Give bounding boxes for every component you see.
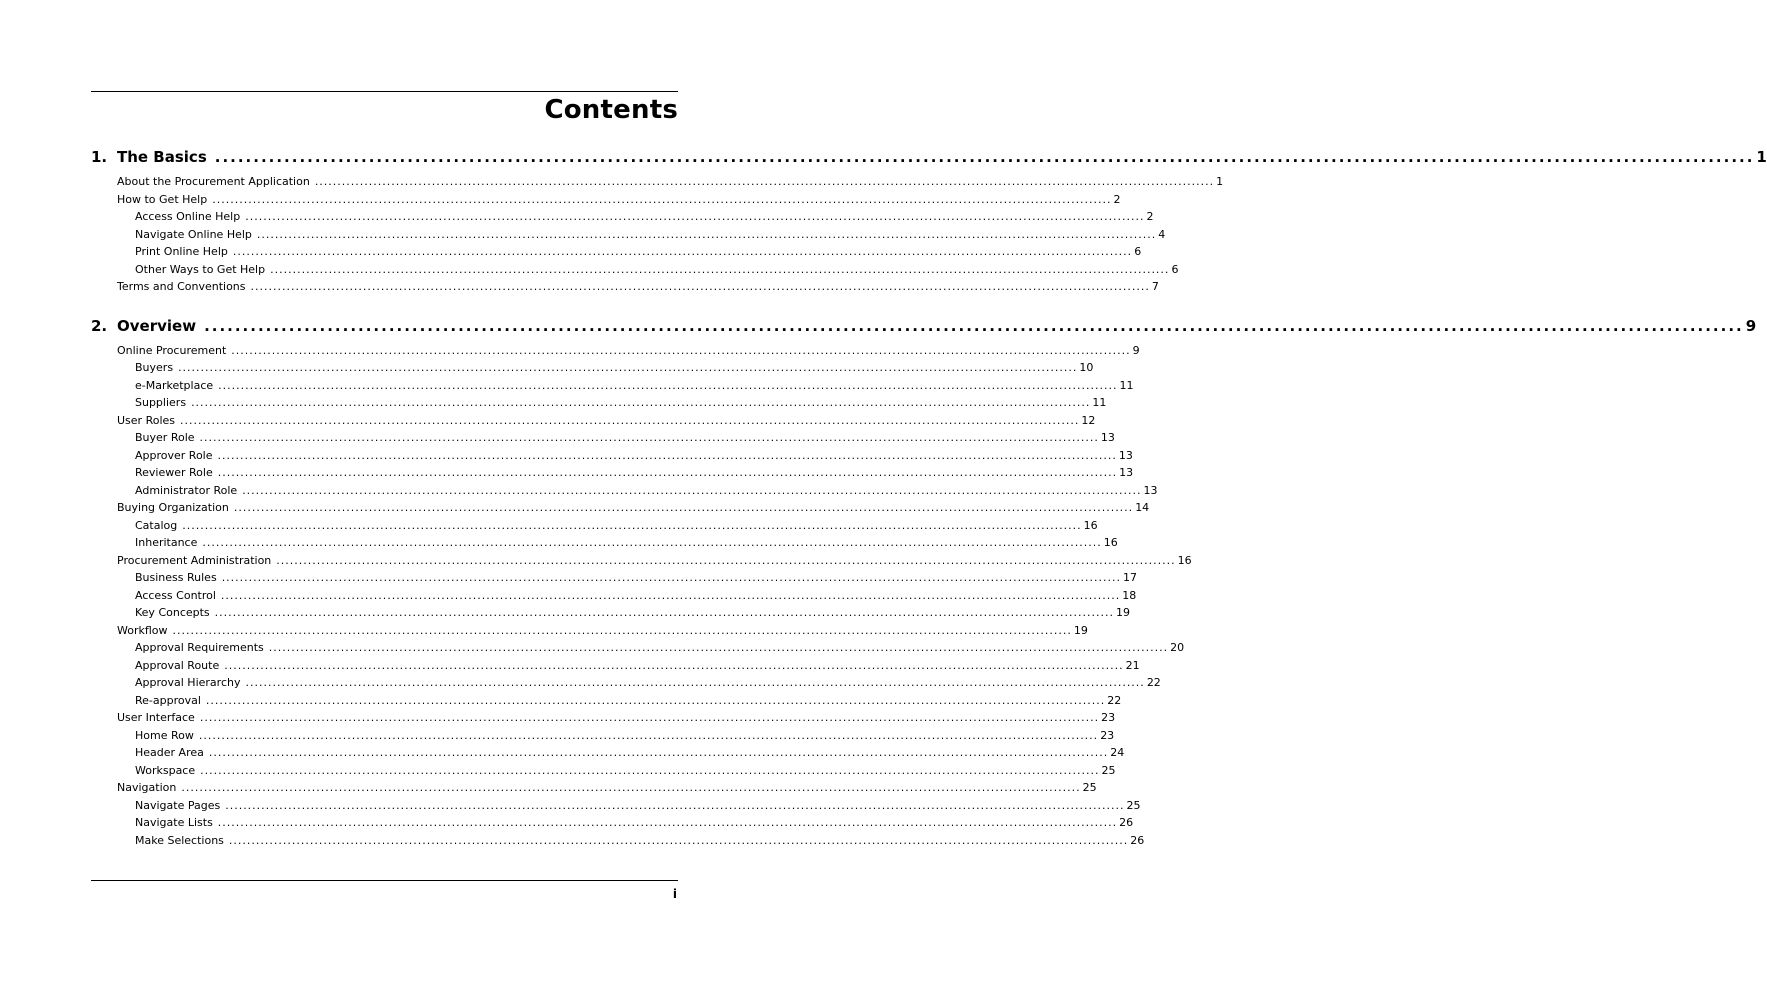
entry-page-number: 11	[1119, 378, 1134, 392]
entry-label: How to Get Help	[117, 192, 208, 206]
entry-label: Access Online Help	[135, 210, 241, 223]
entry-label: Access Control	[135, 588, 216, 602]
toc-subsection-entry[interactable]	[135, 814, 1134, 832]
dot-leader: ........................................................................................................................................................................................................	[242, 483, 1142, 497]
entry-label: Navigate Lists	[135, 816, 213, 829]
entry-page-number: 25	[1082, 781, 1097, 794]
dot-leader: ........................................................................................................................................................................................................	[182, 518, 1082, 532]
toc-subsection-entry[interactable]	[135, 674, 1161, 692]
dot-leader: ........................................................................................................................................................................................................	[314, 175, 1215, 188]
dot-leader: ........................................................................................................................................................................................................	[200, 763, 1100, 777]
page-title: Contents	[544, 95, 678, 125]
dot-leader: ........................................................................................................................................................................................................	[198, 728, 1099, 742]
dot-leader: ........................................................................................................................................................................................................	[225, 798, 1125, 812]
dot-leader: ........................................................................................................................................................................................................	[199, 431, 1099, 444]
toc-subsection-entry[interactable]	[135, 359, 1094, 377]
toc-subsection-entry[interactable]	[135, 208, 1154, 226]
dot-leader: ........................................................................................................................................................................................................	[217, 448, 1117, 462]
entry-page-number: 19	[1116, 606, 1130, 619]
entry-label: Key Concepts	[135, 606, 210, 619]
chapter-page-number: 1	[1756, 148, 1767, 166]
dot-leader: ........................................................................................................................................................................................................	[250, 280, 1150, 293]
toc-subsection-entry[interactable]	[135, 482, 1158, 500]
toc-subsection-entry[interactable]	[135, 394, 1107, 412]
toc-subsection-entry[interactable]	[135, 517, 1098, 535]
dot-leader: ........................................................................................................................................................................................................	[181, 781, 1081, 794]
entry-page-number: 6	[1171, 262, 1179, 276]
entry-page-number: 7	[1151, 280, 1159, 293]
entry-page-number: 6	[1134, 245, 1142, 258]
entry-label: Navigate Pages	[135, 798, 221, 812]
entry-page-number: 25	[1126, 798, 1141, 812]
entry-label: Approver Role	[135, 448, 213, 462]
toc-subsection-entry[interactable]	[135, 261, 1179, 279]
entry-page-number: 9	[1132, 343, 1140, 357]
entry-label: e-Marketplace	[135, 378, 214, 392]
entry-page-number: 12	[1081, 413, 1096, 427]
dot-leader: ........................................................................................................................................................................................................	[178, 361, 1078, 374]
footer-rule	[91, 880, 678, 881]
entry-page-number: 20	[1170, 641, 1185, 654]
toc-section-entry[interactable]	[117, 191, 1121, 209]
toc-subsection-entry[interactable]	[135, 762, 1116, 780]
toc-section-entry[interactable]	[117, 709, 1116, 727]
toc-subsection-entry[interactable]	[135, 429, 1115, 447]
dot-leader: ........................................................................................................................................................................................................	[228, 833, 1129, 847]
dot-leader: ........................................................................................................................................................................................................	[212, 192, 1112, 206]
entry-label: Business Rules	[135, 571, 217, 584]
entry-label: Re-approval	[135, 693, 201, 707]
dot-leader: ........................................................................................................................................................................................................	[191, 396, 1091, 409]
dot-leader: ........................................................................................................................................................................................................	[224, 658, 1124, 672]
entry-label: Header Area	[135, 746, 204, 759]
dot-leader: ........................................................................................................................................................................................................	[233, 501, 1134, 514]
entry-page-number: 2	[1113, 192, 1121, 206]
toc-chapter-heading[interactable]	[91, 145, 1767, 169]
entry-label: Buying Organization	[117, 501, 229, 514]
entry-label: Approval Route	[135, 658, 220, 672]
dot-leader: ........................................................................................................................................................................................................	[217, 816, 1118, 829]
entry-page-number: 25	[1101, 763, 1116, 777]
entry-label: Workspace	[135, 763, 196, 777]
toc-section-entry[interactable]	[117, 278, 1159, 296]
toc-subsection-entry[interactable]	[135, 377, 1134, 395]
toc-section-entry[interactable]	[117, 499, 1150, 517]
toc-section-entry[interactable]	[117, 173, 1224, 191]
entry-page-number: 21	[1125, 658, 1140, 672]
entry-page-number: 14	[1135, 501, 1150, 514]
dot-leader: ........................................................................................................................................................................................................	[256, 227, 1157, 241]
dot-leader: ........................................................................................................................................................................................................	[231, 343, 1131, 357]
dot-leader: ........................................................................................................................................................................................................	[204, 316, 1744, 335]
entry-page-number: 22	[1107, 693, 1122, 707]
entry-label: User Roles	[117, 413, 176, 427]
entry-page-number: 10	[1079, 361, 1094, 374]
dot-leader: ........................................................................................................................................................................................................	[220, 588, 1121, 602]
entry-page-number: 13	[1118, 448, 1133, 462]
toc-subsection-entry[interactable]	[135, 464, 1134, 482]
entry-page-number: 13	[1143, 483, 1158, 497]
dot-leader: ........................................................................................................................................................................................................	[208, 746, 1109, 759]
entry-page-number: 19	[1073, 623, 1088, 637]
toc-subsection-entry[interactable]	[135, 832, 1145, 850]
toc-subsection-entry[interactable]	[135, 657, 1140, 675]
chapter-title: Overview	[117, 316, 197, 335]
toc-subsection-entry[interactable]	[135, 534, 1118, 552]
toc-subsection-entry[interactable]	[135, 639, 1185, 657]
toc-subsection-entry[interactable]	[135, 226, 1166, 244]
entry-page-number: 24	[1110, 746, 1125, 759]
entry-page-number: 17	[1123, 571, 1138, 584]
entry-label: About the Procurement Application	[117, 175, 310, 188]
dot-leader: ........................................................................................................................................................................................................	[245, 210, 1145, 223]
dot-leader: ........................................................................................................................................................................................................	[245, 676, 1145, 689]
entry-label: User Interface	[117, 711, 195, 724]
table-of-contents	[91, 145, 1767, 849]
entry-page-number: 16	[1177, 553, 1192, 567]
page-number: i	[672, 887, 677, 901]
entry-page-number: 23	[1101, 711, 1116, 724]
entry-label: Approval Hierarchy	[135, 676, 241, 689]
entry-label: Approval Requirements	[135, 641, 264, 654]
dot-leader: ........................................................................................................................................................................................................	[276, 553, 1176, 567]
entry-page-number: 4	[1158, 227, 1166, 241]
entry-label: Navigate Online Help	[135, 227, 252, 241]
entry-page-number: 23	[1100, 728, 1115, 742]
entry-page-number: 16	[1083, 518, 1098, 532]
entry-label: Terms and Conventions	[117, 280, 246, 293]
toc-subsection-entry[interactable]	[135, 587, 1137, 605]
entry-label: Other Ways to Get Help	[135, 262, 266, 276]
toc-subsection-entry[interactable]	[135, 744, 1125, 762]
dot-leader: ........................................................................................................................................................................................................	[218, 378, 1118, 392]
toc-subsection-entry[interactable]	[135, 604, 1130, 622]
dot-leader: ........................................................................................................................................................................................................	[205, 693, 1106, 707]
toc-subsection-entry[interactable]	[135, 569, 1138, 587]
entry-label: Buyers	[135, 361, 174, 374]
toc-section-entry[interactable]	[117, 779, 1097, 797]
entry-label: Suppliers	[135, 396, 187, 409]
entry-page-number: 2	[1146, 210, 1154, 223]
entry-label: Online Procurement	[117, 343, 227, 357]
toc-section-entry[interactable]	[117, 342, 1140, 360]
entry-page-number: 22	[1146, 676, 1161, 689]
toc-subsection-entry[interactable]	[135, 797, 1141, 815]
entry-label: Workflow	[117, 623, 168, 637]
toc-subsection-entry[interactable]	[135, 727, 1115, 745]
dot-leader: ........................................................................................................................................................................................................	[232, 245, 1133, 258]
toc-section-entry[interactable]	[117, 412, 1096, 430]
entry-page-number: 26	[1119, 816, 1134, 829]
entry-label: Procurement Administration	[117, 553, 272, 567]
entry-label: Inheritance	[135, 536, 198, 549]
entry-label: Buyer Role	[135, 431, 195, 444]
dot-leader: ........................................................................................................................................................................................................	[199, 711, 1100, 724]
entry-label: Administrator Role	[135, 483, 238, 497]
entry-page-number: 1	[1216, 175, 1224, 188]
entry-page-number: 26	[1130, 833, 1145, 847]
toc-chapter-heading[interactable]	[91, 314, 1757, 338]
dot-leader: ........................................................................................................................................................................................................	[214, 148, 1755, 166]
dot-leader: ........................................................................................................................................................................................................	[180, 413, 1080, 427]
dot-leader: ........................................................................................................................................................................................................	[217, 466, 1118, 479]
dot-leader: ........................................................................................................................................................................................................	[214, 606, 1114, 619]
chapter-title: The Basics	[117, 148, 207, 166]
chapter-spacer	[91, 296, 678, 314]
dot-leader: ........................................................................................................................................................................................................	[268, 641, 1169, 654]
entry-label: Home Row	[135, 728, 194, 742]
toc-subsection-entry[interactable]	[135, 243, 1142, 261]
dot-leader: ........................................................................................................................................................................................................	[221, 571, 1122, 584]
chapter-page-number: 9	[1745, 316, 1757, 335]
toc-section-entry[interactable]	[117, 622, 1088, 640]
chapter-number: 2.	[91, 316, 108, 335]
entry-page-number: 18	[1122, 588, 1137, 602]
entry-page-number: 13	[1100, 431, 1115, 444]
entry-page-number: 16	[1103, 536, 1118, 549]
dot-leader: ........................................................................................................................................................................................................	[202, 536, 1102, 549]
dot-leader: ........................................................................................................................................................................................................	[270, 262, 1170, 276]
entry-page-number: 11	[1092, 396, 1107, 409]
entry-page-number: 13	[1119, 466, 1134, 479]
entry-label: Print Online Help	[135, 245, 228, 258]
entry-label: Navigation	[117, 781, 177, 794]
dot-leader: ........................................................................................................................................................................................................	[172, 623, 1072, 637]
chapter-number: 1.	[91, 148, 108, 166]
toc-subsection-entry[interactable]	[135, 447, 1133, 465]
toc-subsection-entry[interactable]	[135, 692, 1122, 710]
entry-label: Catalog	[135, 518, 178, 532]
toc-section-entry[interactable]	[117, 552, 1192, 570]
entry-label: Reviewer Role	[135, 466, 213, 479]
entry-label: Make Selections	[135, 833, 224, 847]
